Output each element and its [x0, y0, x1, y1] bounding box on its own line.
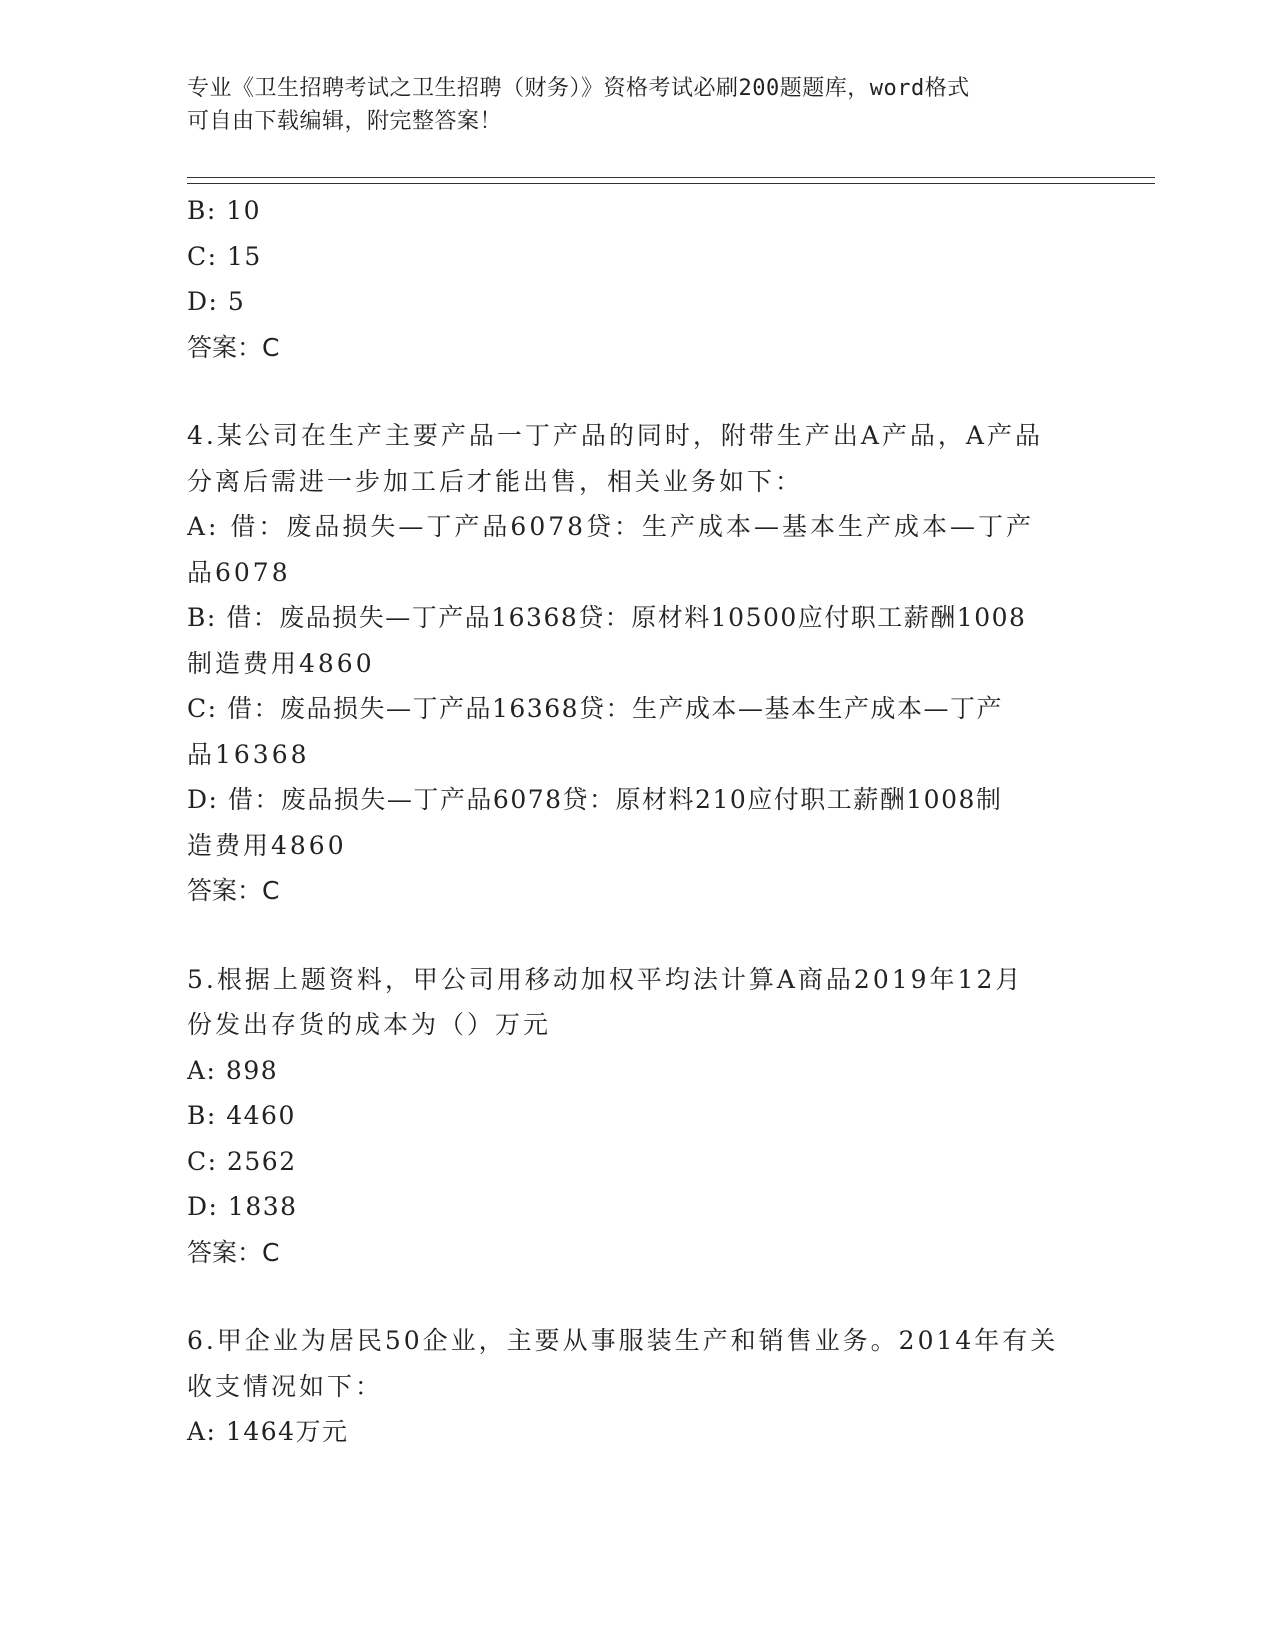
prev-question-option-b: B: 10 — [187, 196, 262, 225]
q6-stem-line-2: 收支情况如下： — [187, 1371, 384, 1401]
q6-option-a: A: 1464万元 — [187, 1417, 349, 1446]
header-divider-top — [187, 177, 1155, 178]
q4-option-d-line-1: D: 借：废品损失—丁产品6078贷：原材料210应付职工薪酬1008制 — [187, 785, 1003, 814]
q6-stem-line-1: 6.甲企业为居民50企业，主要从事服装生产和销售业务。2014年有关 — [187, 1326, 1059, 1355]
q5-option-b: B: 4460 — [187, 1101, 296, 1130]
prev-question-answer: 答案：C — [187, 332, 280, 362]
q4-option-c-line-2: 品16368 — [187, 739, 310, 769]
document-body — [187, 188, 1087, 1455]
header-title-line-1: 专业《卫生招聘考试之卫生招聘（财务）》资格考试必刷200题题库，word格式 — [187, 76, 970, 101]
q5-stem-line-1: 5.根据上题资料，甲公司用移动加权平均法计算A商品2019年12月 — [187, 964, 1024, 994]
q5-answer: 答案：C — [187, 1237, 280, 1267]
q4-option-a-line-1: A: 借：废品损失—丁产品6078贷：生产成本—基本生产成本—丁产 — [187, 512, 1035, 541]
header-title-line-2: 可自由下载编辑，附完整答案！ — [187, 109, 503, 134]
spacer — [187, 370, 1087, 413]
q4-option-a-line-2: 品6078 — [187, 557, 291, 587]
q5-option-d: D: 1838 — [187, 1192, 298, 1221]
q4-option-d-line-2: 造费用4860 — [187, 830, 347, 860]
spacer — [187, 914, 1087, 957]
q5-option-c: C: 2562 — [187, 1146, 297, 1176]
q4-option-c-line-1: C: 借：废品损失—丁产品16368贷：生产成本—基本生产成本—丁产 — [187, 694, 1004, 723]
spacer — [187, 1275, 1087, 1318]
document-header — [187, 72, 1067, 138]
prev-question-option-d: D: 5 — [187, 287, 246, 316]
q4-stem-line-1: 4.某公司在生产主要产品一丁产品的同时，附带生产出A产品，A产品 — [187, 421, 1043, 450]
prev-question-option-c: C: 15 — [187, 241, 262, 271]
q4-option-b-line-1: B: 借：废品损失—丁产品16368贷：原材料10500应付职工薪酬1008 — [187, 603, 1027, 632]
q4-option-b-line-2: 制造费用4860 — [187, 648, 375, 678]
q4-answer: 答案：C — [187, 876, 280, 905]
q4-stem-line-2: 分离后需进一步加工后才能出售，相关业务如下： — [187, 466, 804, 496]
q5-stem-line-2: 份发出存货的成本为（）万元 — [187, 1010, 552, 1039]
header-divider-bottom — [187, 183, 1155, 184]
q5-option-a: A: 898 — [187, 1055, 279, 1085]
